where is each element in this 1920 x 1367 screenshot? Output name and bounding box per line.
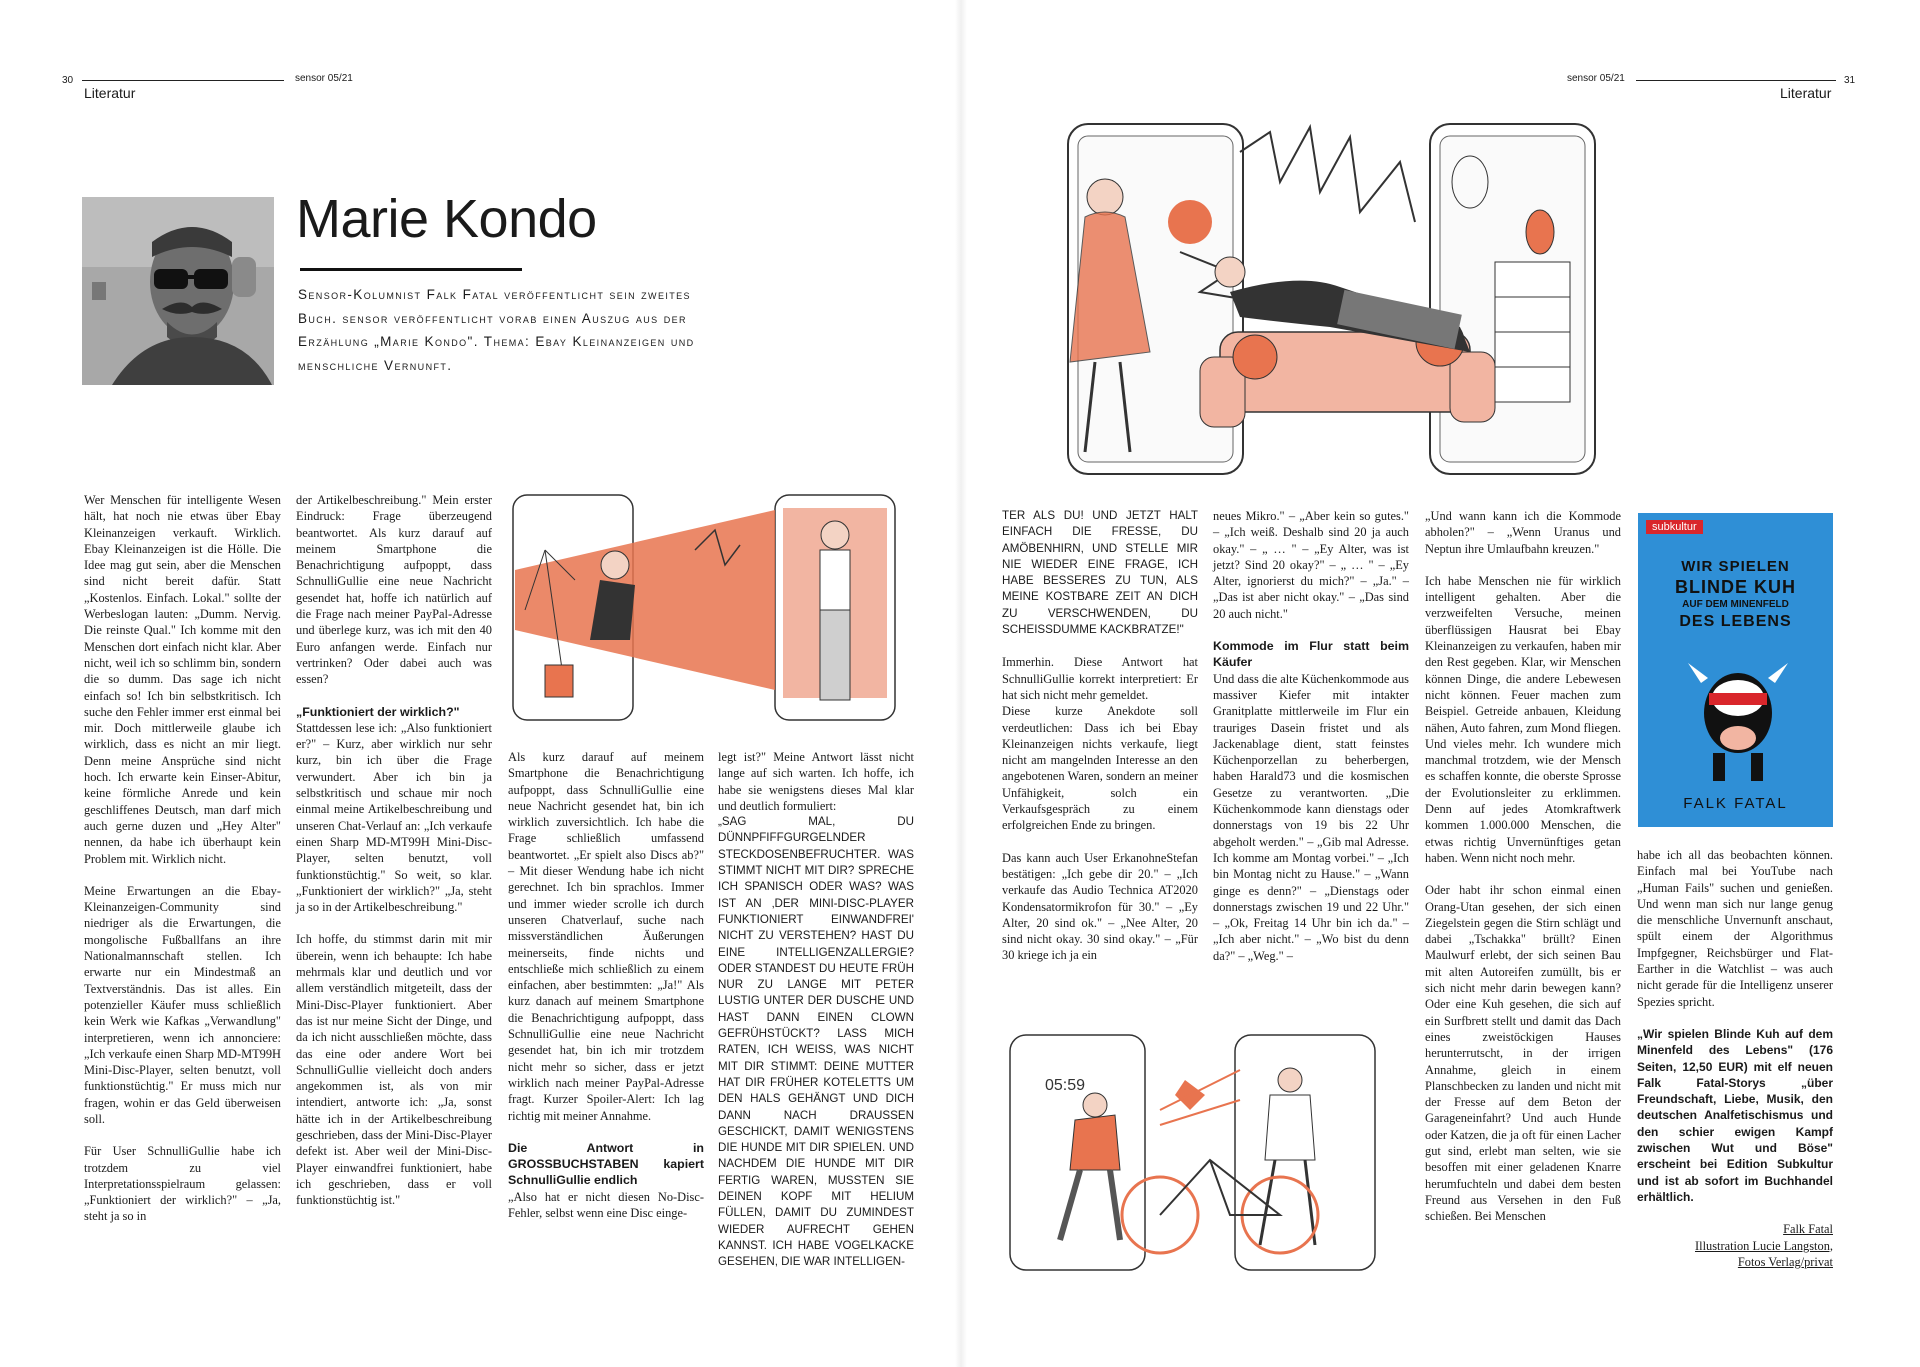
article-column-8 <box>1637 847 1833 1270</box>
left-page-number: 30 <box>62 75 74 86</box>
column-2-paragraph-1: der Artikelbeschreibung." Mein erster Eindruck: Frage überzeugend beantwortet. Als kurz darauf auf meinem Smartphone die Benachrichtigung aufpoppt, dass SchnulliGullie eine neue Nachricht gesendet hat, hoffe ich natürlich auf die Frage nach meiner PayPal-Adresse und überlege kurz, was ich mit den 40 Euro anfangen werde. Einfach nur vertrinken? Oder dabei auch was essen? <box>296 493 492 687</box>
column-5-paragraph-3: Das kann auch User ErkanohneStefan bestätigen: „Ich gebe dir 20." – „Ich verkaufe das Audio Technica AT2020 Kondensatormikrofon für 30." – „Ey Alter, 20 sind ok." – „Nee Alter, 20 sind nicht okay. 30 sind okay." – „Für 30 kriege ich ja ein <box>1002 850 1198 963</box>
column-1-paragraph-1: Wer Menschen für intelligente Wesen hält, hat noch nie etwas über Ebay Kleinanzeigen verkauft. Wirklich. Ebay Kleinanzeigen ist die Hölle. Die Idee mag gut sein, aber die Menschen sind nicht bereit dafür. Statt „Kostenlos. Einfach. Lokal." sollte der Werbeslogan lauten: „Dumm. Nervig. Die reinste Qual." Ich komme mit den Menschen dort einfach nicht klar. Aber nicht, weil ich so schlimm bin, sondern die so dumm. Das sage ich nicht einfach so! Ich bin selbstkritisch. Ich suche den Fehler immer erst einmal bei mir. Doch mittlerweile glaube ich wirklich, dass es nicht an mir liegt. Denn meine Ansprüche sind nicht hoch. Ich erwarte kein Einser-Abitur, keine förmliche Anrede und kein geschliffenes Deutsch, man darf mich auch gerne duzen und „Hey Alter" nennen, da habe ich überhaupt kein Problem mit. Wirklich nicht. <box>84 493 281 866</box>
column-7-paragraph-1: „Und wann kann ich die Kommode abholen?" – „Wenn Uranus und Neptun ihre Umlaufbahn kreuzen." <box>1425 509 1621 556</box>
column-2-paragraph-3: Ich hoffe, du stimmst darin mit mir überein, wenn ich behaupte: Ich habe mehrmals klar und deutlich und vor allem verständlich mitgeteilt, dass der Mini-Disc-Player funktioniert. Aber das ist nur meine Sicht der Dinge, und da ich nicht ausschließen möchte, dass das eine oder andere Wort bei SchnulliGullie vielleicht doch anders angekommen ist, als von mir intendiert, antworte ich: „Ja, sonst hätte ich in der Artikelbeschreibung geschrieben, dass der Mini-Disc-Player defekt ist. Aber weil der Mini-Disc-Player einwandfrei funktioniert, habe ich geschrieben, dass er voll funktionstüchtig ist." <box>296 932 492 1208</box>
book-cover <box>1638 513 1833 827</box>
author-portrait-image <box>82 197 274 385</box>
title-rule <box>300 268 522 271</box>
article-column-1 <box>84 492 281 1225</box>
left-section-label: Literatur <box>84 85 136 101</box>
left-magazine-label: sensor 05/21 <box>295 73 353 84</box>
column-4-caps-rant: „SAG MAL, DU DÜNNPFIFFGURGELNDER STECKDOSENBEFRUCHTER. WAS STIMMT NICHT MIT DIR? SPRECHE ICH SPANISCH ODER WAS? WAS IST AN ‚DER MINI-DISC-PLAYER FUNKTIONIERT EINWANDFREI' NICHT ZU VERSTEHEN? HAST DU EINE INTELLIGENZALLERGIE? ODER STANDEST DU HEUTE FRÜH NUR ZU LANGE MIT PETER LUSTIG UNTER DER DUSCHE UND HAST DANN EINEN CLOWN GEFRÜHSTÜCKT? LASS MICH RATEN, ICH WEISS, WAS NICHT MIT DIR STIMMT: DEINE MUTTER HAT DIR FRÜHER KOTELETTS UM DEN HALS GEHÄNGT UND DICH DANN NACH DRAUSSEN GESCHICKT, DAMIT WENIGSTENS DIE HUNDE MIT DIR SPIELEN. UND NACHDEM DIE HUNDE MIT DIR FERTIG WAREN, MUSSTEN SIE DEINEN KOPF MIT HELIUM FÜLLEN, DAMIT DU ZUMINDEST WIEDER AUFRECHT GEHEN KANNST. ICH HABE VOGELKACKE GESEHEN, DIE WAR INTELLIGEN- <box>718 815 914 1269</box>
column-2-paragraph-2: Stattdessen lese ich: „Also funktioniert er?" – Kurz, aber wirklich nur sehr kurz, bin ich über die Frage verwundert. Aber ich bin ja selbstkritisch und schaue mir noch einmal meine Artikelbeschreibung und unseren Chat-Verlauf an: „Ich verkaufe einen Sharp MD-MT99H Mini-Disc-Player, selten benutzt, voll funktionstüchtig." So weit, so klar. „Funktioniert der wirklich?" „Ja, steht ja so in der Artikelbeschreibung." <box>296 720 492 915</box>
right-magazine-label: sensor 05/21 <box>1567 73 1625 84</box>
article-column-3 <box>508 749 704 1221</box>
book-title-line4: DES LEBENS <box>1679 613 1792 630</box>
credit-author: Falk Fatal <box>1783 1222 1833 1237</box>
column-5-caps-rant: TER ALS DU! UND JETZT HALT EINFACH DIE FRESSE, DU AMÖBENHIRN, UND STELLE MIR NIE WIEDER EINE FRAGE, ICH HABE BESSERES ZU TUN, ALS MEINE KOSTBARE ZEIT AN DICH ZU VERSCHWENDEN, DU SCHEISSDUMME KACKBRATZE!" <box>1002 509 1198 637</box>
main-illustration <box>1000 122 1600 482</box>
article-teaser: Sensor-Kolumnist Falk Fatal veröffentlicht sein zweites Buch. sensor veröffentlicht vorab einen Auszug aus der Erzählung „Marie Kondo". Thema: Ebay Kleinanzeigen und menschliche Vernunft. <box>298 287 695 373</box>
page-gutter <box>955 0 967 1367</box>
right-section-label: Literatur <box>1780 85 1832 101</box>
article-title: Marie Kondo <box>296 189 597 249</box>
column-4-paragraph-1: legt ist?" Meine Antwort lässt nicht lange auf sich warten. Ich hoffe, ich habe sie wenigstens dieses Mal klar und deutlich formuliert: <box>718 750 914 813</box>
phone-clock-text: 05:59 <box>1045 1077 1086 1094</box>
column-7-paragraph-3: Oder habt ihr schon einmal einen Orang-Utan gesehen, der sich einen Ziegelstein gegen die Stirn schlägt und dabei „Tschakka" brüllt? Einen Maulwurf erlebt, der sich seinen Bau mit alten Autoreifen zumüllt, bis er sich nicht mehr darin bewegen kann? Oder eine Kuh gesehen, die sich auf ein Surfbrett stellt und damit das Dach eines zweistöckigen Hauses herunterrutscht, in der irrigen Annahme, gleich in einem Planschbecken zu landen und nicht mit der Fresse auf dem Beton der Garageneinfahrt? Und auch Hunde oder Katzen, die ja oft für einen Lacher gut sind, erlebt man selten, wie sie besoffen mit einer geladenen Knarre herumfuchteln und dabei dem besten Freund aus Versehen in den Fuß schießen. Bei Menschen <box>1425 883 1621 1224</box>
column-2-subheading: „Funktioniert der wirklich?" <box>296 704 460 719</box>
article-column-4 <box>718 749 914 1271</box>
column-3-paragraph-2: „Also hat er nicht diesen No-Disc-Fehler, selbst wenn eine Disc einge- <box>508 1189 704 1221</box>
book-publisher-label: subkultur <box>1646 520 1703 534</box>
credit-photos: Fotos Verlag/privat <box>1737 1254 1833 1269</box>
right-page-number: 31 <box>1844 75 1856 86</box>
article-column-7 <box>1425 508 1621 1224</box>
book-author-label: FALK FATAL <box>1683 795 1788 812</box>
credit-illustration: Illustration Lucie Langston, <box>1695 1238 1833 1253</box>
column-8-paragraph-1: habe ich all das beobachten können. Einfach mal bei YouTube nach „Human Fails" suchen und genießen. Und wenn man sich nur lange genug die menschliche Unvernunft anschaut, spült einem der Algorithmus Impfgegner, Reichsbürger und Flat-Earther in die Watchlist – was auch nicht gerade für die Intelligenz unserer Spezies spricht. <box>1637 848 1833 1009</box>
column-3-paragraph-1: Als kurz darauf auf meinem Smartphone die Benachrichtigung aufpoppt, dass SchnulliGullie eine neue Nachricht gesendet hat, bin ich wirklich zuversichtlich. Ich habe die Frage schließlich umfassend beantwortet. „Er spielt also Discs ab?" – Mit dieser Wendung habe ich nicht gerechnet. Ich bin sprachlos. Immer und immer wieder scrolle ich durch unseren Chatverlauf, suche nach missverständlichen Äußerungen meinerseits, finde nichts und entschließe mich schließlich zu einem einfachen, aber bestimmten: „Ja!" Als kurz danach auf meinem Smartphone die Benachrichtigung aufpoppt, dass SchnulliGullie eine neue Nachricht gesendet hat, bin ich mir trotzdem nicht mehr so sicher, dass er jetzt wirklich nach meiner PayPal-Adresse fragt. Kurzer Spoiler-Alert: Ich lag richtig mit meiner Annahme. <box>508 750 704 1123</box>
header-rule-left <box>82 80 284 81</box>
column-5-paragraph-1: Immerhin. Diese Antwort hat SchnulliGullie korrekt interpretiert: Er hat sich nicht mehr gemeldet. <box>1002 655 1198 702</box>
column-6-subheading: Kommode im Flur statt beim Käufer <box>1213 639 1409 670</box>
column-5-paragraph-2: Diese kurze Anekdote soll verdeutlichen: Dass ich bei Ebay Kleinanzeigen nichts verkaufe, liegt nicht am mangelnden Interesse an den angebotenen Waren, sondern an meiner Unfähigkeit, solch ein Verkaufsgespräch zu einem erfolgreichen Ende zu bringen. <box>1002 704 1198 833</box>
author-photo <box>82 197 274 385</box>
book-cow-illustration <box>1683 653 1793 783</box>
illustration-phones-left <box>505 490 930 730</box>
illustration-phones-bicycle <box>1000 1030 1390 1275</box>
article-column-5 <box>1002 508 1198 964</box>
column-6-paragraph-1: neues Mikro." – „Aber kein so gutes." – „Ich weiß. Deshalb sind 20 ja auch okay." – „ … " – „Ey Alter, was ist jetzt? Sind 20 okay?" – „ … " – „Ey Alter, ignorierst du mich?" – „Ja." – „Das ist aber nicht okay." – „Das sind 20 auch nicht." <box>1213 509 1409 621</box>
book-title-line2: BLINDE KUH <box>1675 577 1796 597</box>
column-1-paragraph-2: Meine Erwartungen an die Ebay-Kleinanzeigen-Community sind niedriger als die Erwartungen, die mongolische Fußballfans an ihre Nationalmannschaft stellen. Ich erwarte nur ein Mindestmaß an Textverständnis. Das ist alles. Ein potenzieller Käufer muss schließlich kein Werk wie Kafkas „Verwandlung" interpretieren, wenn ich annonciere: „Ich verkaufe einen Sharp MD-MT99H Mini-Disc-Player, selten benutzt, voll funktionstüchtig." Er muss mich nur fragen, wohin er das Geld überweisen soll. <box>84 883 281 1126</box>
article-column-6 <box>1213 508 1409 964</box>
column-1-paragraph-3: Für User SchnulliGullie habe ich trotzdem zu viel Interpretationsspielraum gelassen: „Funktioniert der wirklich?" – „Ja, steht ja so in <box>84 1144 281 1224</box>
article-column-2 <box>296 492 492 1208</box>
book-title-line3: AUF DEM MINENFELD <box>1682 599 1789 610</box>
book-title-line1: WIR SPIELEN <box>1681 558 1790 575</box>
header-rule-right <box>1636 80 1836 81</box>
column-7-paragraph-2: Ich habe Menschen nie für wirklich intelligent gehalten. Aber die verzweifelten Versuche, meinen überflüssigen Hausrat bei Ebay Kleinanzeigen zu verkaufen, haben mir den Rest gegeben. Klar, wir Menschen können Dinge, die andere Lebewesen nicht können. Feuer machen zum Beispiel. Getreide anbauen, Kleidung nähen, Auto fahren, zum Mond fliegen. Und vieles mehr. Ich wundere mich manchmal trotzdem, wie der Mensch es schaffen konnte, die oberste Sprosse der Evolutionsleiter zu erklimmen. Denn auf jedes Atomkraftwerk kommen 1.000.000 Menschen, die etwas richtig Unvernünftiges getan haben. Wenn nicht noch mehr. <box>1425 573 1621 865</box>
book-info-note: „Wir spielen Blinde Kuh auf dem Minenfeld des Lebens" (176 Seiten, 12,50 EUR) mit elf neuen Falk Fatal-Storys „über Freundschaft, Liebe, Musik, den deutschen Analfetischismus und den schier ewigen Kampf zwischen Wut und Böse" erscheint bei Edition Subkultur und ist ab sofort im Buchhandel erhältlich. <box>1637 1026 1833 1204</box>
column-6-paragraph-2: Und dass die alte Küchenkommode aus massiver Kiefer mit intakter Granitplatte mittlerweile im Flur ein trauriges Dasein fristet und als Jackenablage dient, statt feinstes Küchenporzellan zu beherbergen, haben Harald73 und die kosmischen Gesetze zu verantworten. „Die Küchenkommode kann dienstags oder donnerstags von 19 bis 22 Uhr abgeholt werden." – „Gib mal Adresse. Ich komme am Montag vorbei." – „Ich bin Montag nicht zu Hause." – „Wann ginge es denn?" – „Dienstags oder donnerstags zwischen 19 und 22 Uhr." – „Ok, Freitag 14 Uhr bin ich da." – „Ich aber nicht." – „Wo bist du denn da?" – „Weg." – <box>1213 671 1409 963</box>
column-3-subheading: Die Antwort in GROSSBUCHSTABEN kapiert SchnulliGullie endlich <box>508 1140 704 1188</box>
